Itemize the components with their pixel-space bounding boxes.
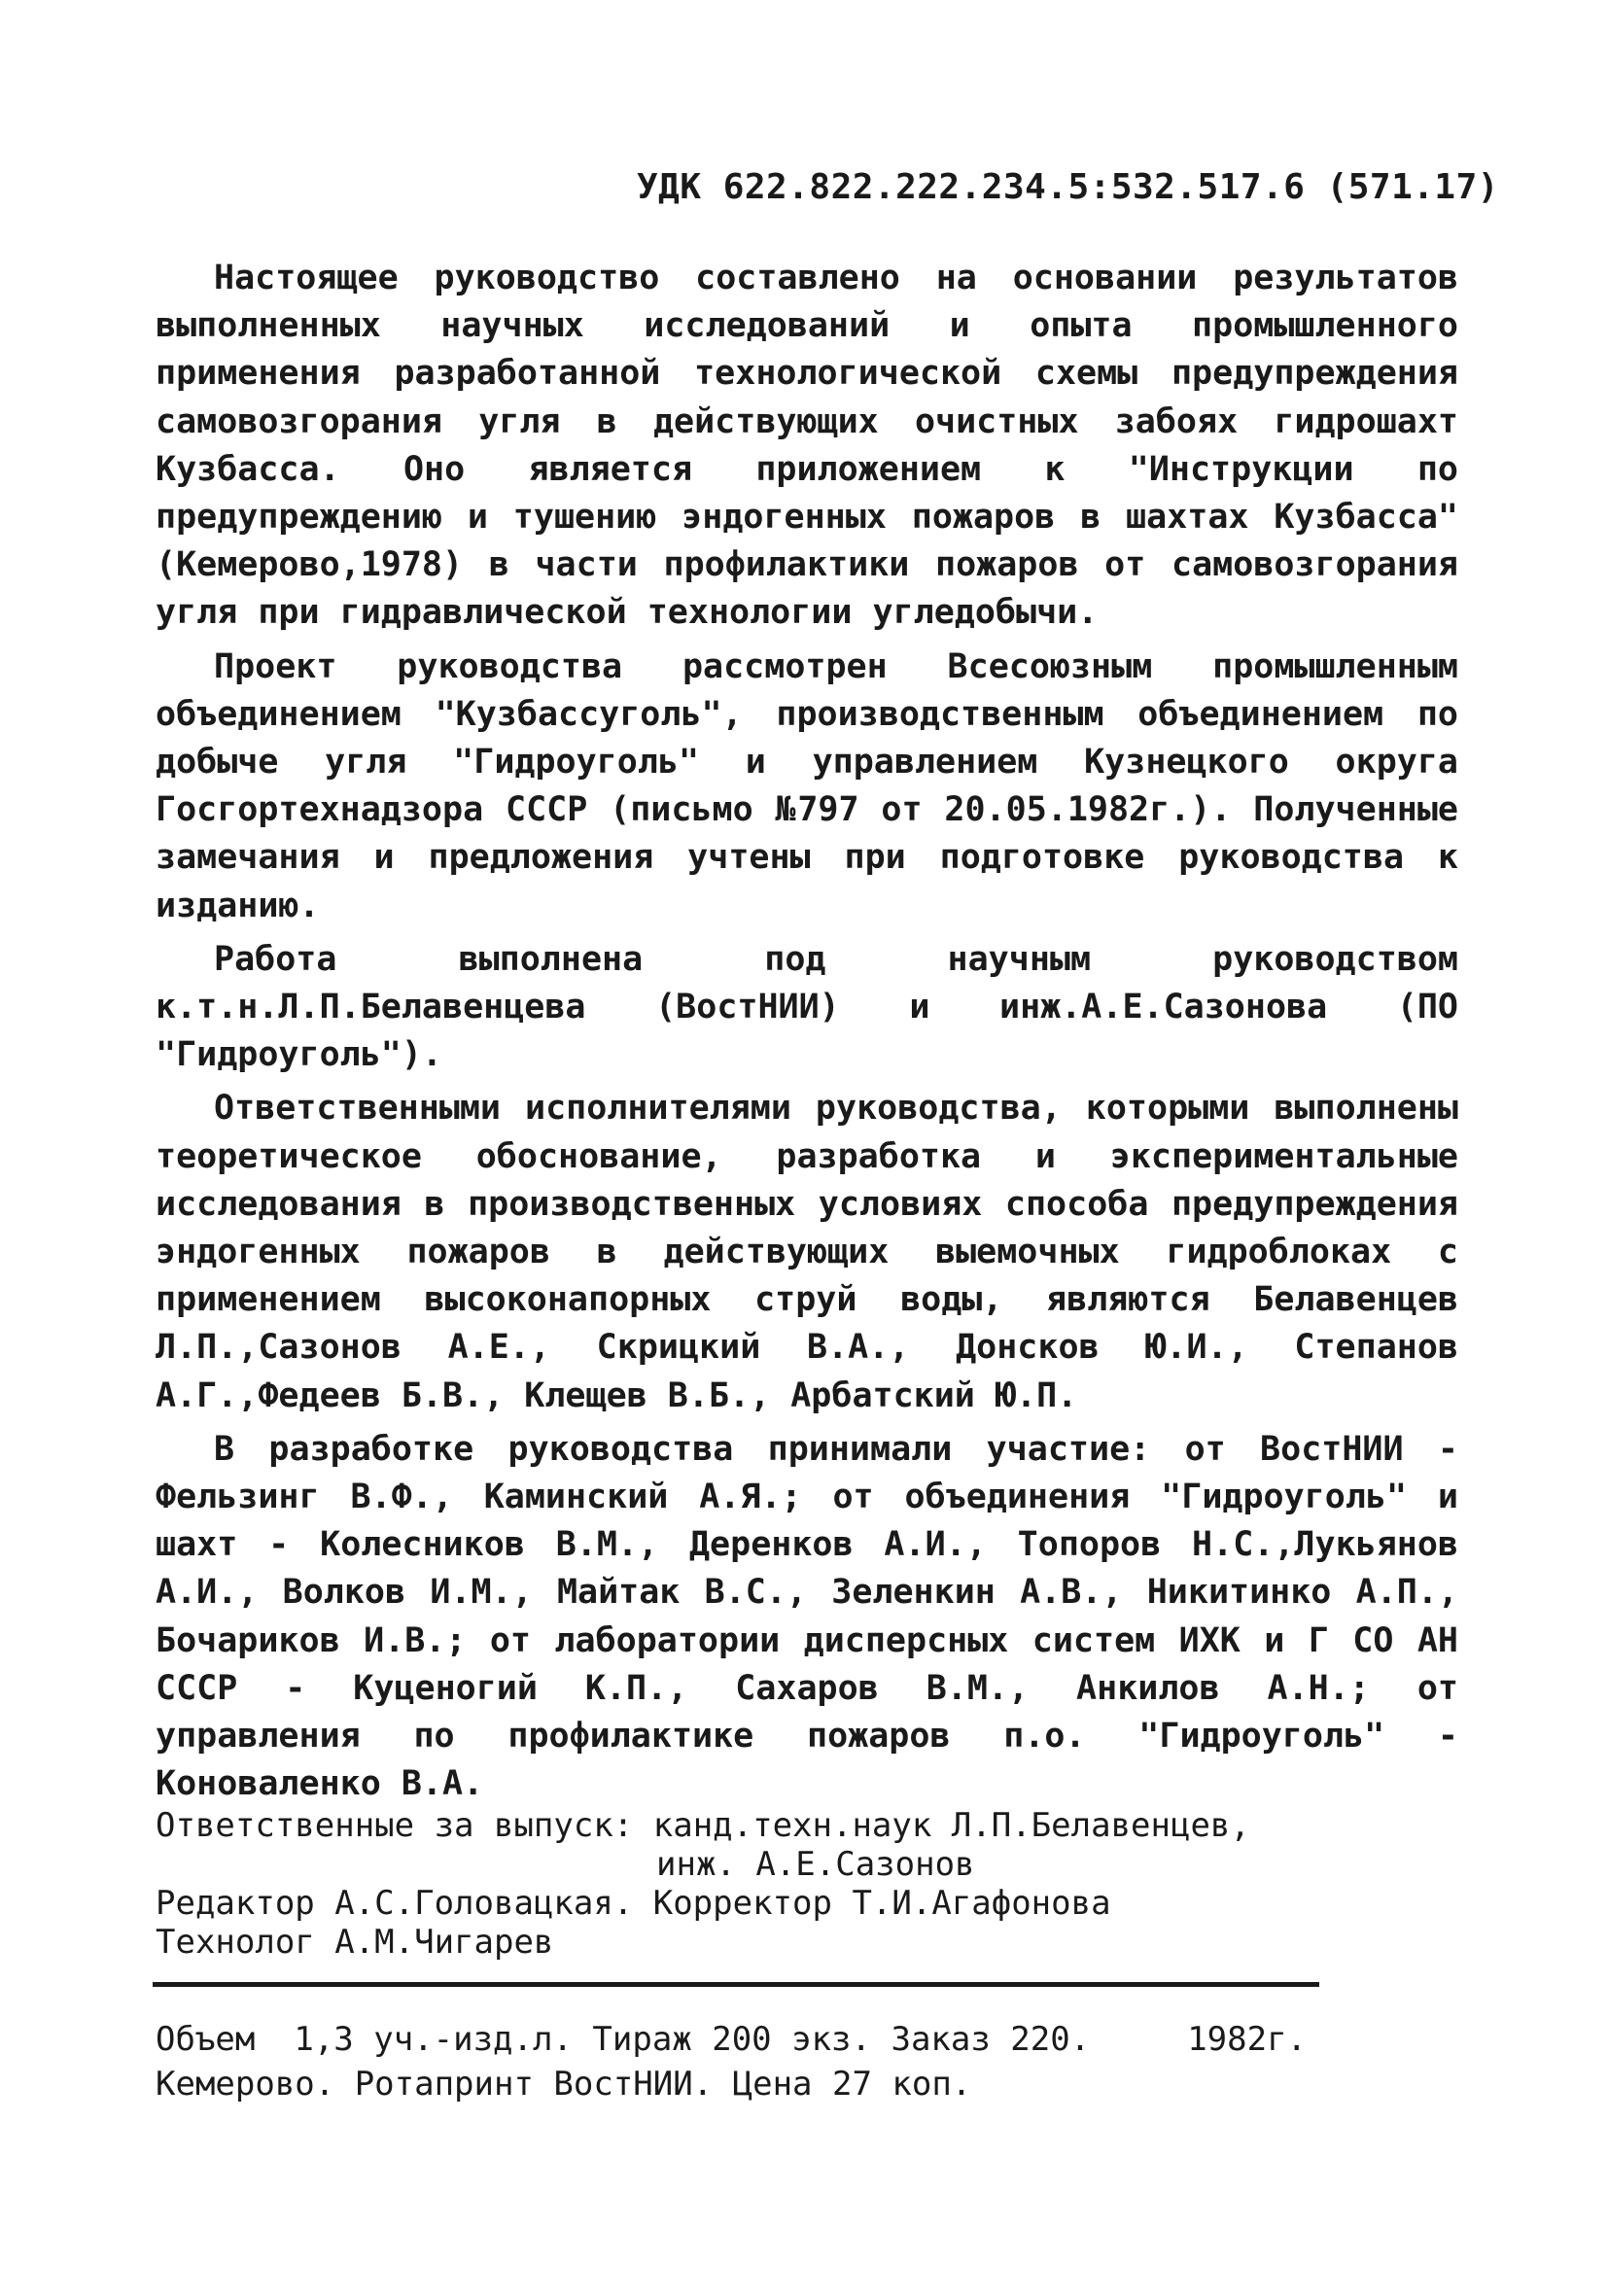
- volume-label: Объем: [156, 2020, 256, 2059]
- print-info-block: [156, 2017, 1307, 2106]
- paragraph-executors: Ответственными исполнителями руководства, которыми выполнены теоретическое обоснование, разработка и экспериментальные исследования в производственных условиях способа предупреждения эндогенных пожаров в действующих выемочных гидроблоках с применением высоконапорных струй воды, являются Белавенцев Л.П.,Сазонов А.Е., Скрицкий В.А., Донсков Ю.И., Степанов А.Г.,Федеев Б.В., Клещев В.Б., Арбатский Ю.П.: [156, 1089, 1458, 1415]
- print-info-line-1: [156, 2017, 1307, 2062]
- paragraph-purpose: Настоящее руководство составлено на основании результатов выполненных научных исследований и опыта промышленного применения разработанной технологической схемы предупреждения самовозгорания угля в действующих очистных забоях гидрошахт Кузбасса. Оно является приложением к "Инструкции по предупреждению и тушению эндогенных пожаров в шахтах Кузбасса" (Кемерово,1978) в части профилактики пожаров от самовозгорания угля при гидравлической технологии угледобычи.: [156, 259, 1458, 633]
- udk-code: УДК 622.822.222.234.5:532.517.6 (571.17): [637, 167, 1499, 207]
- responsible-label: Ответственные за выпуск:: [156, 1806, 634, 1845]
- main-text: [156, 255, 1458, 1815]
- print-year: 1982г.: [1187, 2020, 1308, 2059]
- volume-value: 1,3 уч.-изд.л.: [294, 2020, 573, 2059]
- divider-rule: [153, 1982, 1319, 1987]
- responsible-line: [156, 1806, 1250, 1845]
- paragraph-supervision: Работа выполнена под научным руководством к.т.н.Л.П.Белавенцева (ВостНИИ) и инж.А.Е.Сазонова (ПО "Гидроуголь").: [156, 939, 1458, 1075]
- paragraph-participants: В разработке руководства принимали участие: от ВостНИИ - Фельзинг В.Ф., Каминский А.Я.; от объединения "Гидроуголь" и шахт - Колесников В.М., Деренков А.И., Топоров Н.С.,Лукьянов А.И., Волков И.М., Майтак В.С., Зеленкин А.В., Никитинко А.П., Бочариков И.В.; от лаборатории дисперсных систем ИХК и Г СО АН СССР - Куценогий К.П., Сахаров В.М., Анкилов А.Н.; от управления по профилактике пожаров п.о. "Гидроуголь" - Коноваленко В.А.: [156, 1429, 1458, 1804]
- imprint-block: [156, 1806, 1250, 1962]
- print-info-line-2: [156, 2062, 1307, 2106]
- paragraph-review: Проект руководства рассмотрен Всесоюзным промышленным объединением "Кузбассуголь", производственным объединением по добыче угля "Гидроуголь" и управлением Кузнецкого округа Госгортехнадзора СССР (письмо №797 от 20.05.1982г.). Полученные замечания и предложения учтены при подготовке руководства к изданию.: [156, 646, 1458, 925]
- order-number: Заказ 220.: [891, 2020, 1091, 2059]
- responsible-person-1: канд.техн.наук Л.П.Белавенцев,: [652, 1806, 1250, 1845]
- editor-line: Редактор А.С.Головацкая. Корректор Т.И.Агафонова: [156, 1884, 1111, 1923]
- technologist-line: Технолог А.М.Чигарев: [156, 1923, 554, 1962]
- print-place: Кемерово. Ротапринт ВостНИИ.: [156, 2065, 714, 2104]
- print-run: Тираж 200 экз.: [592, 2020, 871, 2059]
- print-price: Цена 27 коп.: [732, 2065, 972, 2104]
- responsible-person-2: инж. А.Е.Сазонов: [656, 1845, 975, 1884]
